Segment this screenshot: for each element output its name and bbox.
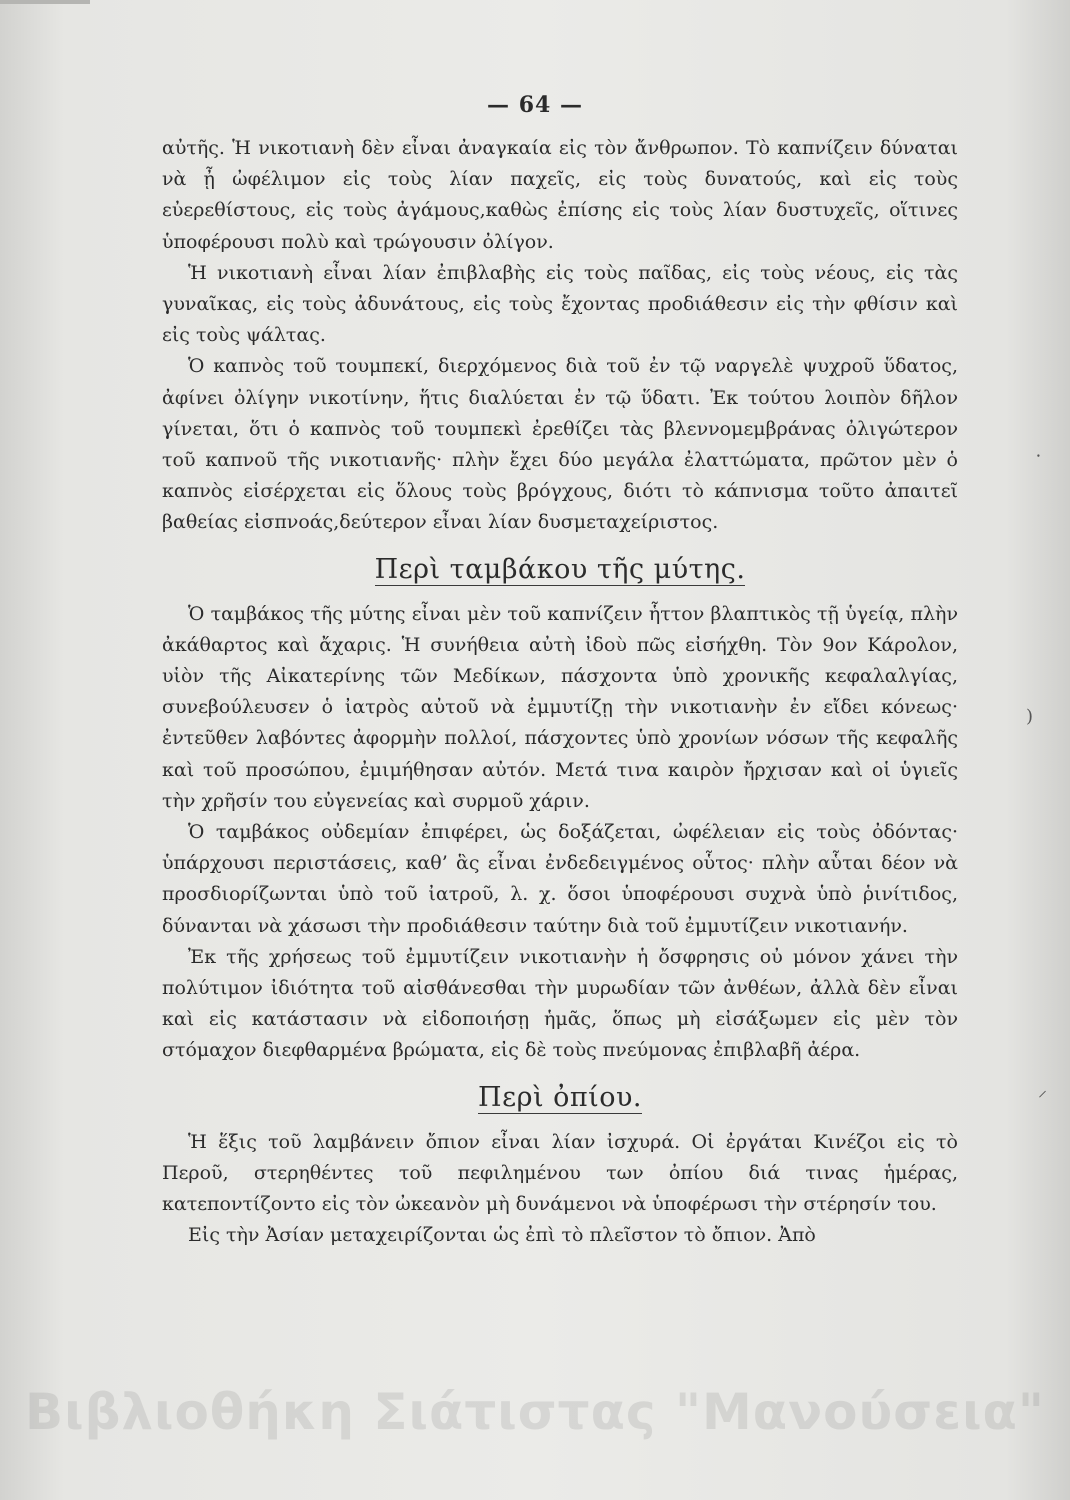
paragraph: Ὁ καπνὸς τοῦ τουμπεκί, διερχόμενος διὰ τοῦ ἐν τῷ ναργελὲ ψυχροῦ ὕδατος, ἀφίνει ὀλίγην νικοτίνην, ἥτις διαλύεται ἐν τῷ ὕδατι. Ἐκ τούτου λοιπὸν δῆλον γίνεται, ὅτι ὁ καπνὸς τοῦ τουμπεκὶ ἐρεθίζει τὰς βλεννομεμβράνας ὀλιγώτερον τοῦ καπνοῦ τῆς νικοτιανῆς· πλὴν ἔχει δύο μεγάλα ἐλαττώματα, πρῶτον μὲν ὁ καπνὸς εἰσέρχεται εἰς ὅλους τοὺς βρόγχους, διότι τὸ κάπνισμα τοῦτο ἀπαιτεῖ βαθείας εἰσπνοάς,δεύτερον εἶναι λίαν δυσμεταχείριστος. bbox=[162, 355, 958, 534]
section-heading-opium bbox=[162, 1079, 958, 1117]
section-heading-snuff bbox=[162, 551, 958, 589]
paragraph: αὐτῆς. Ἡ νικοτιανὴ δὲν εἶναι ἀναγκαία εἰς τὸν ἄνθρωπον. Τὸ καπνίζειν δύναται νὰ ᾖ ὠφέλιμον εἰς τοὺς λίαν παχεῖς, εἰς τοὺς δυνατούς, καὶ εἰς τοὺς εὐερεθίστους, εἰς τοὺς ἀγάμους,καθὼς ἐπίσης εἰς τοὺς λίαν δυστυχεῖς, οἵτινες ὑποφέρουσι πολὺ καὶ τρώγουσιν ὀλίγον. bbox=[162, 137, 958, 253]
margin-mark-icon: ⸝ bbox=[1038, 1080, 1047, 1101]
scan-edge bbox=[0, 0, 90, 4]
paragraph: Ἡ νικοτιανὴ εἶναι λίαν ἐπιβλαβὴς εἰς τοὺς παῖδας, εἰς τοὺς νέους, εἰς τὰς γυναῖκας, εἰς τοὺς ἀδυνάτους, εἰς τοὺς ἔχοντας προδιάθεσιν εἰς τὴν φθίσιν καὶ εἰς τοὺς ψάλτας. bbox=[162, 261, 958, 347]
paragraph: Ἡ ἕξις τοῦ λαμβάνειν ὄπιον εἶναι λίαν ἰσχυρά. Οἱ ἐργάται Κινέζοι εἰς τὸ Περοῦ, στερηθέντες τοῦ πεφιλημένου των ὀπίου διά τινας ἡμέρας, κατεποντίζοντο εἰς τὸν ὠκεανὸν μὴ δυνάμενοι νὰ ὑποφέρωσι τὴν στέρησίν του. bbox=[162, 1130, 958, 1216]
page-number: — 64 — bbox=[487, 92, 583, 118]
section-heading-text: Περὶ ὀπίου. bbox=[478, 1081, 642, 1113]
paragraph: Εἰς τὴν Ἀσίαν μεταχειρίζονται ὡς ἐπὶ τὸ πλεῖστον τὸ ὄπιον. Ἀπὸ bbox=[188, 1224, 816, 1247]
paragraph: Ὁ ταμβάκος οὐδεμίαν ἐπιφέρει, ὡς δοξάζεται, ὠφέλειαν εἰς τοὺς ὀδόντας· ὑπάρχουσι περιστάσεις, καθ’ ἃς εἶναι ἐνδεδειγμένος οὗτος· πλὴν αὗται δέον νὰ προσδιορίζωνται ὑπὸ τοῦ ἰατροῦ, λ. χ. ὅσοι ὑποφέρουσι συχνὰ ὑπὸ ῥινίτιδος, δύνανται νὰ χάσωσι τὴν προδιάθεσιν ταύτην διὰ τοῦ ἐμμυτίζειν νικοτιανήν. bbox=[162, 821, 958, 937]
margin-mark-icon: ) bbox=[1026, 706, 1034, 727]
body-text bbox=[162, 133, 958, 1252]
library-watermark: Βιβλιοθήκη Σιάτιστας "Μανούσεια" bbox=[25, 1383, 1045, 1441]
section-heading-text: Περὶ ταμβάκου τῆς μύτης. bbox=[374, 553, 746, 585]
paragraph: Ὁ ταμβάκος τῆς μύτης εἶναι μὲν τοῦ καπνίζειν ἧττον βλαπτικὸς τῇ ὑγείᾳ, πλὴν ἀκάθαρτος καὶ ἄχαρις. Ἡ συνήθεια αὐτὴ ἰδοὺ πῶς εἰσήχθη. Τὸν 9ον Κάρολον, υἱὸν τῆς Αἰκατερίνης τῶν Μεδίκων, πάσχοντα ὑπὸ χρονικῆς κεφαλαλγίας, συνεβούλευσεν ὁ ἰατρὸς αὐτοῦ νὰ ἐμμυτίζῃ τὴν νικοτιανὴν ἐν εἴδει κόνεως· ἐντεῦθεν λαβόντες ἀφορμὴν πολλοί, πάσχοντες ὑπὸ χρονίων νόσων τῆς κεφαλῆς καὶ τοῦ προσώπου, ἐμιμήθησαν αὐτόν. Μετά τινα καιρὸν ἤρχισαν καὶ οἱ ὑγιεῖς τὴν χρῆσίν του εὐγενείας καὶ συρμοῦ χάριν. bbox=[162, 602, 958, 812]
margin-mark-icon: ⸱ bbox=[1036, 446, 1041, 467]
paragraph: Ἐκ τῆς χρήσεως τοῦ ἐμμυτίζειν νικοτιανὴν ἡ ὄσφρησις οὐ μόνον χάνει τὴν πολύτιμον ἰδιότητα τοῦ αἰσθάνεσθαι τὴν μυρωδίαν τῶν ἀνθέων, ἀλλὰ δὲν εἶναι καὶ εἰς κατάστασιν νὰ εἰδοποιήσῃ ἡμᾶς, ὅπως μὴ εἰσάξωμεν εἰς μὲν τὸν στόμαχον διεφθαρμένα βρώματα, εἰς δὲ τοὺς πνεύμονας ἐπιβλαβῆ ἀέρα. bbox=[162, 945, 958, 1062]
